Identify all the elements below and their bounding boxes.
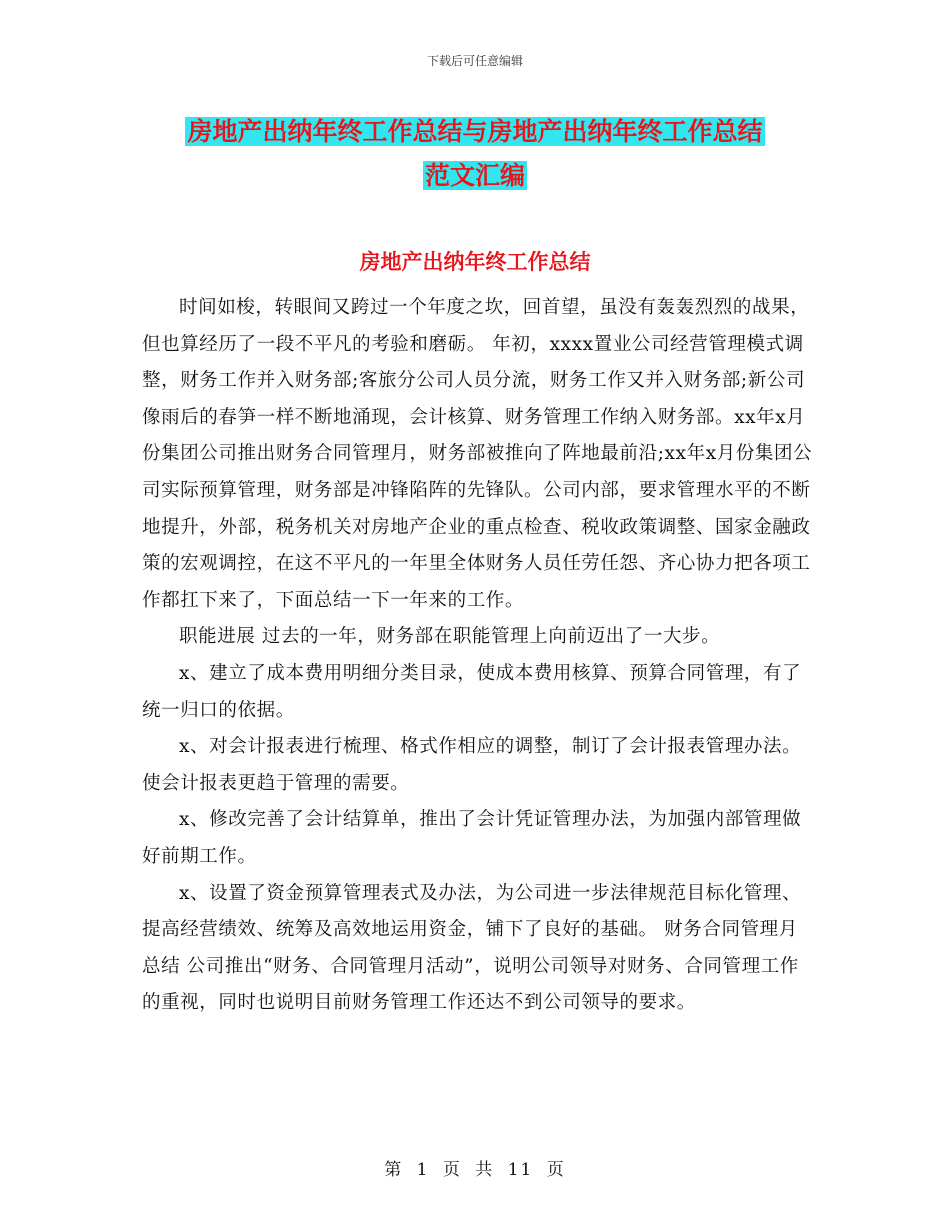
paragraph-progress: 职能进展 过去的一年，财务部在职能管理上向前迈出了一大步。 — [179, 626, 721, 648]
section-title: 房地产出纳年终工作总结 — [359, 250, 591, 274]
document-title-line2: 范文汇编 — [424, 161, 525, 190]
paragraph-item-2: x、对会计报表进行梳理、格式作相应的调整，制订了会计报表管理办法。使会计报表更趋于管理的需要。 — [142, 736, 802, 794]
document-body — [142, 290, 814, 1022]
paragraph-item-1: x、建立了成本费用明细分类目录，使成本费用核算、预算合同管理，有了统一归口的依据。 — [142, 662, 802, 721]
paragraph-item-3: x、修改完善了会计结算单，推出了会计凭证管理办法，为加强内部管理做好前期工作。 — [142, 809, 802, 867]
document-title — [0, 110, 950, 198]
header-note: 下载后可任意编辑 — [426, 54, 523, 68]
document-title-line1: 房地产出纳年终工作总结与房地产出纳年终工作总结 — [187, 117, 763, 146]
page-number: 第 1 页 共 11 页 — [384, 1160, 566, 1180]
paragraph-intro: 时间如梭，转眼间又跨过一个年度之坎，回首望，虽没有轰轰烈烈的战果，但也算经历了一段不平凡的考验和磨砺。 年初，xxxx置业公司经营管理模式调整，财务工作并入财务部;客旅分公司人员分流，财务工作又并入财务部;新公司像雨后的春笋一样不断地涌现，会计核算、财务管理工作纳入财务部。xx年x月份集团公司推出财务合同管理月，财务部被推向了阵地最前沿;xx年x月份集团公司实际预算管理，财务部是冲锋陷阵的先锋队。公司内部，要求管理水平的不断地提升，外部，税务机关对房地产企业的重点检查、税收政策调整、国家金融政策的宏观调控，在这不平凡的一年里全体财务人员任劳任怨、齐心协力把各项工作都扛下来了，下面总结一下一年来的工作。 — [142, 297, 813, 611]
paragraph-item-4: x、设置了资金预算管理表式及办法，为公司进一步法律规范目标化管理、提高经营绩效、统筹及高效地运用资金，铺下了良好的基础。 财务合同管理月总结 公司推出“财务、合同管理月活动”，说明公司领导对财务、合同管理工作的重视，同时也说明目前财务管理工作还达不到公司领导的要求。 — [142, 882, 802, 1014]
